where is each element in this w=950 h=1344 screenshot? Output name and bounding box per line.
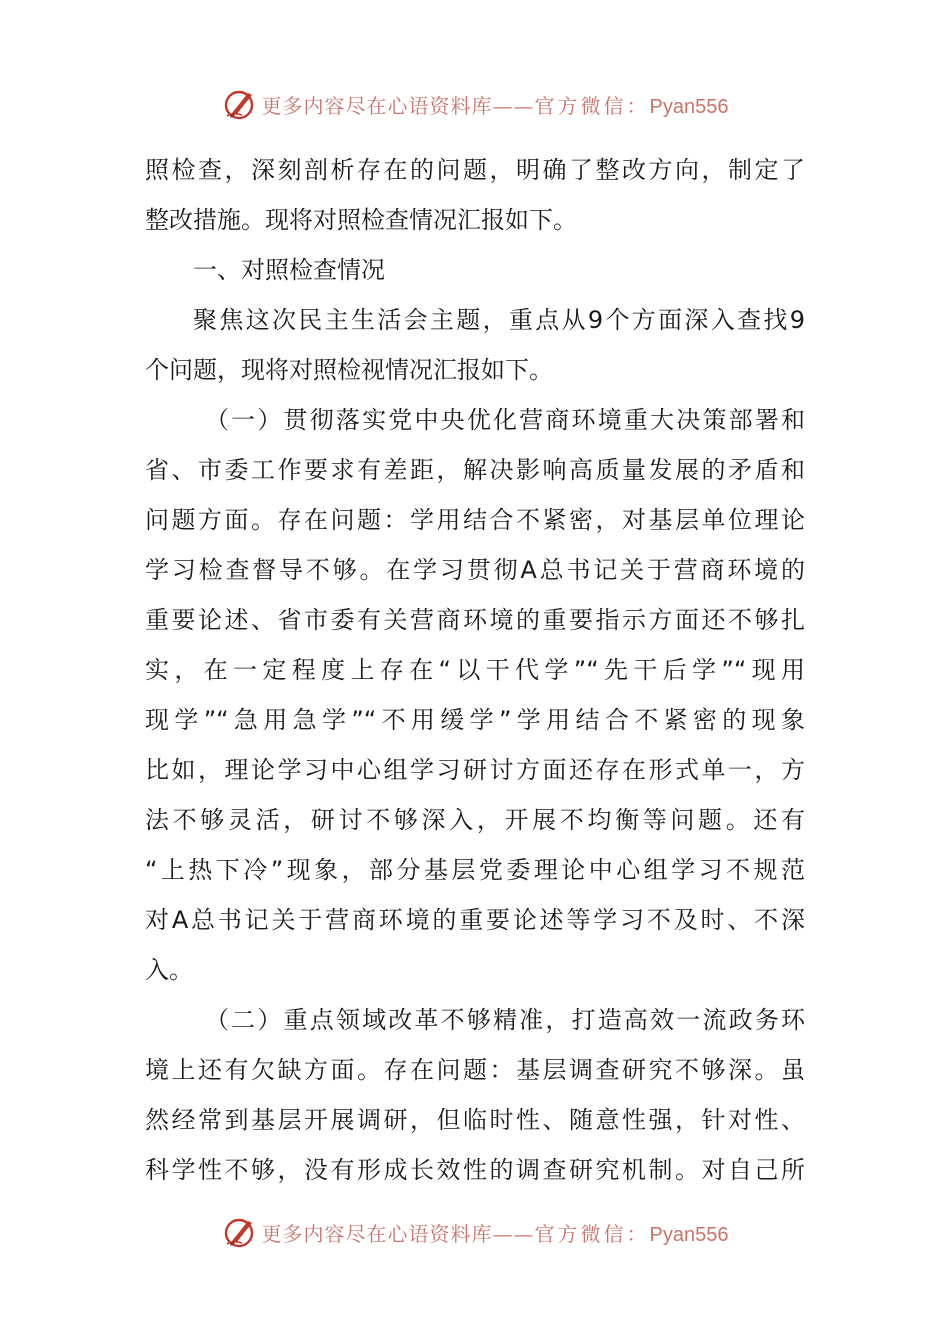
paragraph-line: 整改措施。现将对照检查情况汇报如下。 — [145, 206, 577, 234]
paragraph-line: 聚焦这次民主生活会主题，重点从9个方面深入查找9 — [193, 306, 805, 334]
subsection-heading: （二）重点领域改革不够精准，打造高效一流政务环 — [205, 1006, 805, 1034]
paragraph-line: 问题方面。存在问题：学用结合不紧密，对基层单位理论 — [145, 506, 805, 534]
paragraph-line: 入。 — [145, 956, 193, 984]
paragraph-line: 实，在一定程度上存在“以干代学”“先干后学”“现用 — [145, 656, 805, 684]
paragraph-line: 现学”“急用急学”“不用缓学”学用结合不紧密的现象 — [145, 706, 805, 734]
subsection-heading: （一）贯彻落实党中央优化营商环境重大决策部署和 — [205, 406, 805, 434]
paragraph-line: 个问题，现将对照检视情况汇报如下。 — [145, 356, 553, 384]
paragraph-line: 法不够灵活，研讨不够深入，开展不均衡等问题。还有 — [145, 806, 805, 834]
paragraph-line: 比如，理论学习中心组学习研讨方面还存在形式单一，方 — [145, 756, 805, 784]
paragraph-line: “上热下冷”现象，部分基层党委理论中心组学习不规范 — [145, 856, 805, 884]
section-heading: 一、对照检查情况 — [193, 256, 385, 284]
paragraph-line: 境上还有欠缺方面。存在问题：基层调查研究不够深。虽 — [145, 1056, 805, 1084]
paragraph-line: 省、市委工作要求有差距，解决影响高质量发展的矛盾和 — [145, 456, 805, 484]
watermark-text: 更多内容尽在心语资料库——官方微信：Pyan556 — [261, 1221, 729, 1246]
paragraph-line: 然经常到基层开展调研，但临时性、随意性强，针对性、 — [145, 1106, 805, 1134]
paragraph-line: 照检查，深刻剖析存在的问题，明确了整改方向，制定了 — [145, 156, 805, 184]
watermark-footer — [0, 1212, 950, 1252]
paragraph-line: 学习检查督导不够。在学习贯彻A总书记关于营商环境的 — [145, 556, 805, 584]
watermark-text: 更多内容尽在心语资料库——官方微信：Pyan556 — [261, 93, 729, 118]
pen-logo-icon — [222, 86, 258, 122]
watermark-header — [0, 84, 950, 124]
paragraph-line: 对A总书记关于营商环境的重要论述等学习不及时、不深 — [145, 906, 805, 934]
document-body — [145, 145, 805, 1195]
paragraph-line: 科学性不够，没有形成长效性的调查研究机制。对自己所 — [145, 1156, 805, 1184]
paragraph-line: 重要论述、省市委有关营商环境的重要指示方面还不够扎 — [145, 606, 805, 634]
pen-logo-icon — [222, 1214, 258, 1250]
